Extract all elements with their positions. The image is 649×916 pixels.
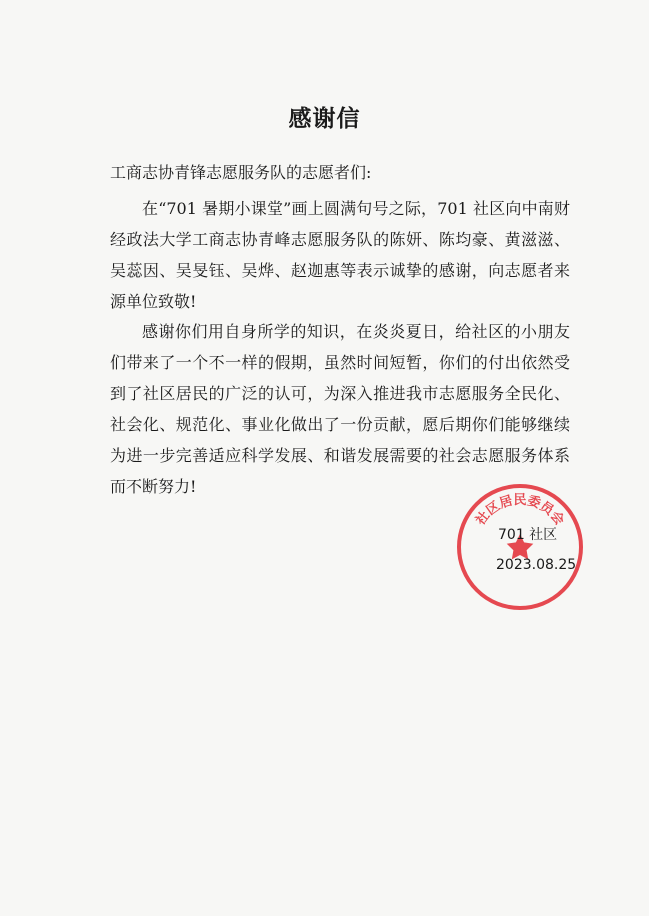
seal-text: 社区居民委员会 bbox=[473, 493, 567, 529]
signature-org: 701 社区 bbox=[498, 527, 558, 543]
salutation: 工商志协青锋志愿服务队的志愿者们: bbox=[110, 163, 372, 182]
page-title: 感谢信 bbox=[288, 106, 361, 132]
paragraph-2: 感谢你们用自身所学的知识，在炎炎夏日，给社区的小朋友们带来了一个不一样的假期，虽然时间短暂，你们的付出依然受到了社区居民的广泛的认可，为深入推进我市志愿服务全民化、社会化、规范化、事业化做出了一份贡献，愿后期你们能够继续为进一步完善适应科学发展、和谐发展需要的社会志愿服务体系而不断努力! bbox=[110, 322, 570, 496]
signature-date: 2023.08.25 bbox=[496, 557, 577, 573]
official-seal-stamp bbox=[455, 482, 585, 612]
paragraph-1: 在“701 暑期小课堂”画上圆满句号之际，701 社区向中南财经政法大学工商志协青峰志愿服务队的陈妍、陈均豪、黄滋滋、吴蕊因、吴旻钰、吴烨、赵迦惠等表示诚挚的感谢，向志愿者来源单位致敬! bbox=[110, 199, 570, 311]
